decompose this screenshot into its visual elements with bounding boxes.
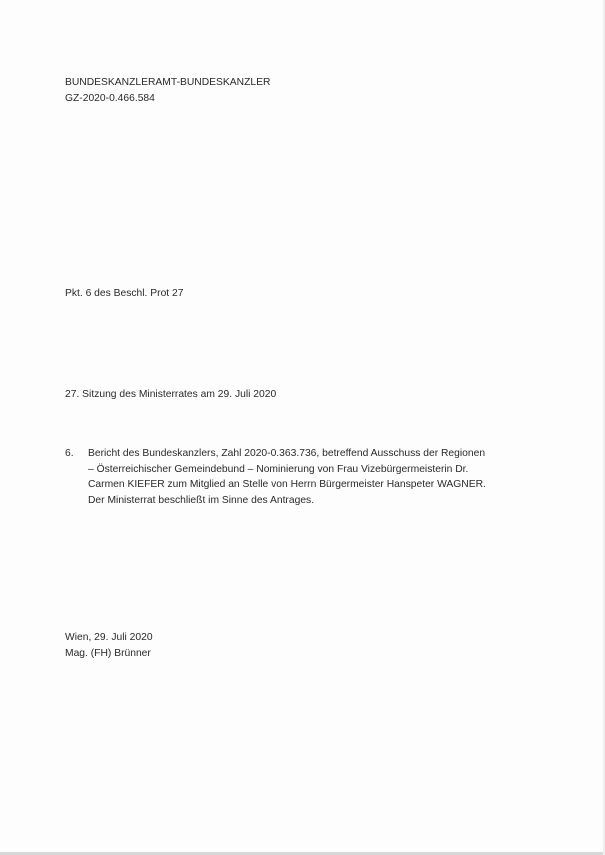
agenda-item-line: Der Ministerrat beschließt im Sinne des Antrages. (88, 494, 315, 506)
resolution-point-reference (65, 286, 183, 302)
session-title (65, 387, 276, 403)
agenda-item-text (88, 446, 535, 508)
point-reference-text: Pkt. 6 des Beschl. Prot 27 (65, 288, 184, 299)
reference-number: GZ-2020-0.466.584 (65, 92, 155, 104)
agenda-item (65, 446, 535, 508)
agenda-item-line: Bericht des Bundeskanzlers, Zahl 2020-0.363.736, betreffend Ausschuss der Regionen (88, 448, 486, 459)
place-date: Wien, 29. Juli 2020 (65, 632, 153, 643)
agenda-item-number: 6. (65, 448, 74, 459)
agenda-item-line: – Österreichischer Gemeindebund – Nominierung von Frau Vizebürgermeisterin Dr. (88, 463, 469, 475)
session-text: 27. Sitzung des Ministerrates am 29. Juli 2020 (65, 389, 277, 400)
signatory-name: Mag. (FH) Brünner (65, 647, 151, 659)
document-footer (65, 630, 153, 661)
office-name: BUNDESKANZLERAMT-BUNDESKANZLER (65, 77, 271, 88)
agenda-item-line: Carmen KIEFER zum Mitglied an Stelle von Herrn Bürgermeister Hanspeter WAGNER. (88, 479, 486, 490)
document-header (65, 75, 270, 106)
